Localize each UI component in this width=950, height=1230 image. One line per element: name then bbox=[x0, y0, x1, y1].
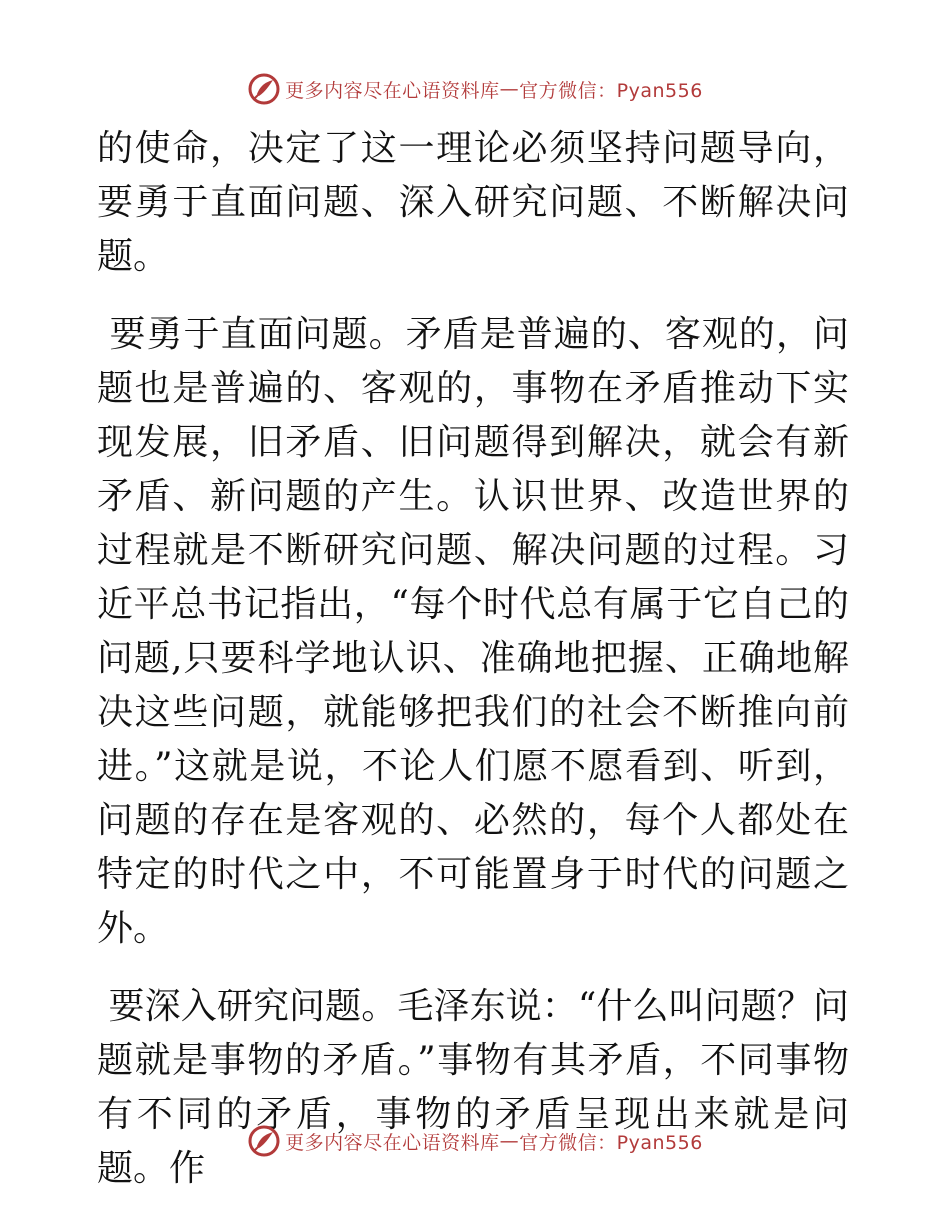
brand-text: 更多内容尽在心语资料库 bbox=[285, 1131, 500, 1154]
footer-watermark bbox=[0, 1124, 950, 1158]
banner-separator: — bbox=[499, 78, 520, 100]
paragraph-1: 的使命，决定了这一理论必须坚持问题导向，要勇于直面问题、深入研究问题、不断解决问题。 bbox=[97, 128, 849, 277]
wechat-text: 官方微信：Pyan556 bbox=[519, 79, 703, 102]
wechat-text: 官方微信：Pyan556 bbox=[519, 1131, 703, 1154]
brand-text: 更多内容尽在心语资料库 bbox=[285, 79, 500, 102]
logo-icon bbox=[247, 72, 281, 106]
paragraph-3: 要深入研究问题。毛泽东说：“什么叫问题？问题就是事物的矛盾。”事物有其矛盾，不同事物有不同的矛盾，事物的矛盾呈现出来就是问题。作 bbox=[97, 986, 849, 1189]
document-body bbox=[97, 122, 849, 1196]
paragraph-2: 要勇于直面问题。矛盾是普遍的、客观的，问题也是普遍的、客观的，事物在矛盾推动下实现发展，旧矛盾、旧问题得到解决，就会有新矛盾、新问题的产生。认识世界、改造世界的过程就是不断研究问题、解决问题的过程。习近平总书记指出，“每个时代总有属于它自己的问题,只要科学地认识、准确地把握、正确地解决这些问题，就能够把我们的社会不断推向前进。”这就是说，不论人们愿不愿看到、听到，问题的存在是客观的、必然的，每个人都处在特定的时代之中，不可能置身于时代的问题之外。 bbox=[97, 314, 849, 949]
logo-icon bbox=[247, 1124, 281, 1158]
header-watermark bbox=[0, 72, 950, 106]
banner-separator: — bbox=[499, 1130, 520, 1152]
